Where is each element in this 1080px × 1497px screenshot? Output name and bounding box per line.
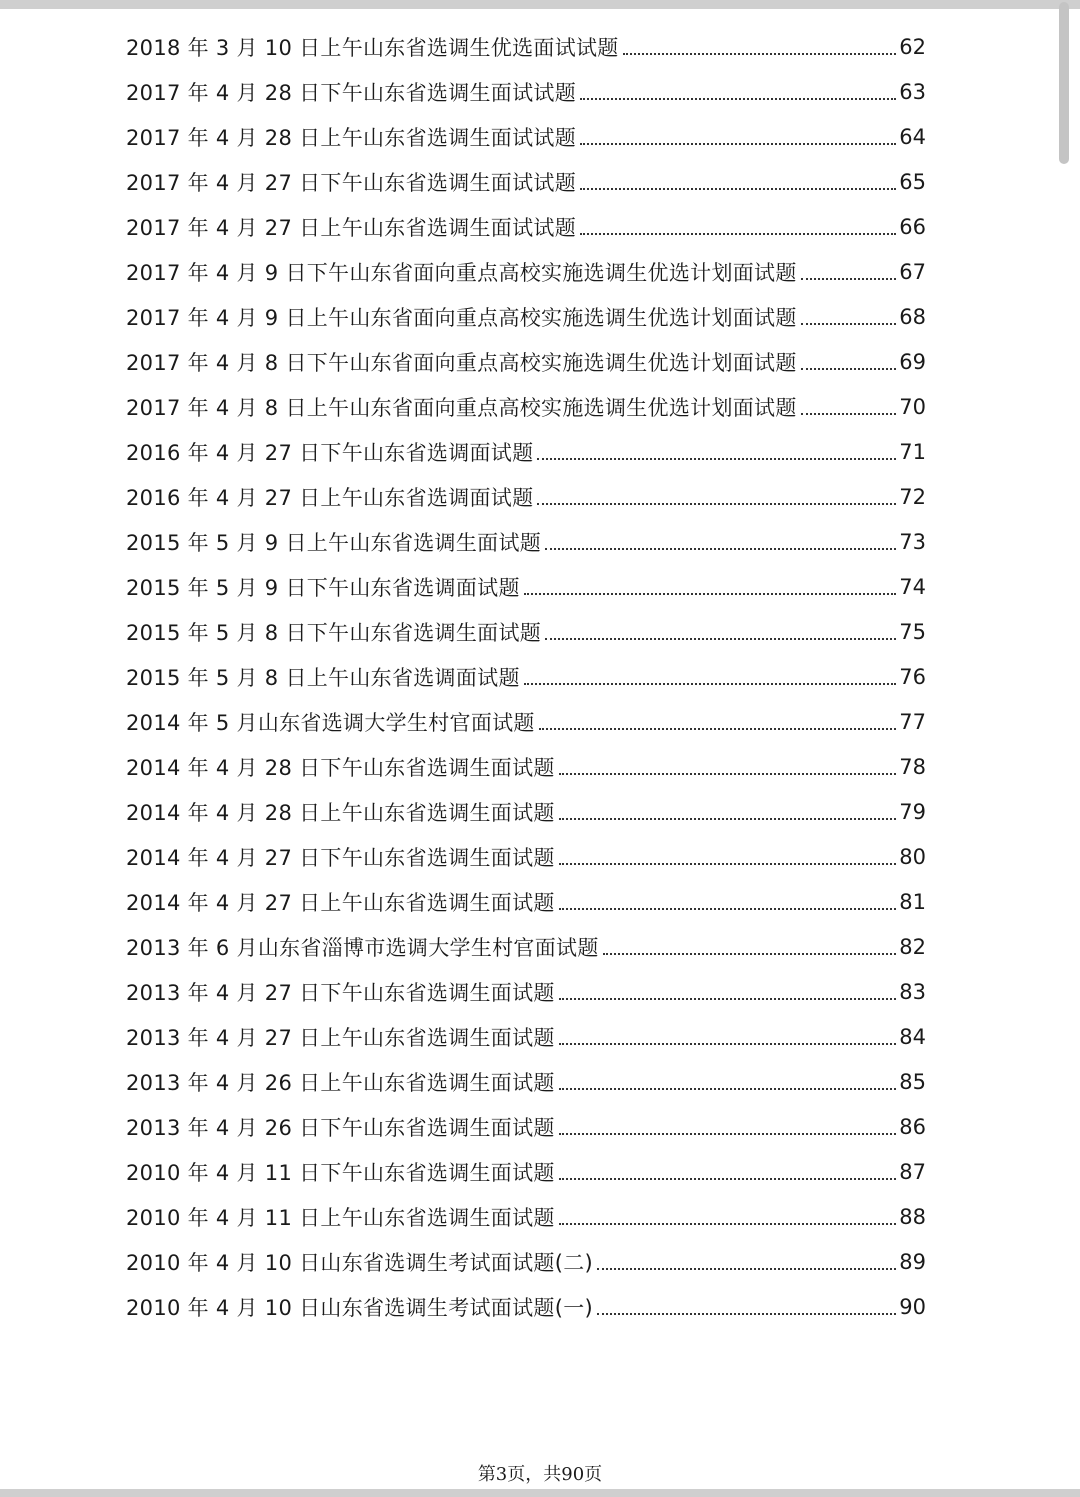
dot-leader (580, 233, 896, 235)
toc-entry-page-number: 71 (899, 439, 926, 464)
toc-entry-title: 2014 年 4 月 28 日上午山东省选调生面试题 (126, 800, 555, 825)
toc-entry[interactable] (126, 69, 926, 114)
top-edge-bar (0, 0, 1080, 9)
toc-entry-page-number: 68 (899, 304, 926, 329)
toc-entry-title: 2010 年 4 月 10 日山东省选调生考试面试题(一) (126, 1295, 593, 1320)
toc-entry-page-number: 77 (899, 709, 926, 734)
toc-entry-page-number: 75 (899, 619, 926, 644)
dot-leader (580, 98, 896, 100)
toc-entry[interactable] (126, 159, 926, 204)
dot-leader (524, 683, 897, 685)
toc-entry-title: 2017 年 4 月 8 日下午山东省面向重点高校实施选调生优选计划面试题 (126, 350, 797, 375)
toc-entry[interactable] (126, 924, 926, 969)
toc-entry-title: 2016 年 4 月 27 日上午山东省选调面试题 (126, 485, 534, 510)
toc-entry[interactable] (126, 1059, 926, 1104)
toc-entry-title: 2014 年 4 月 27 日上午山东省选调生面试题 (126, 890, 555, 915)
toc-entry-page-number: 73 (899, 529, 926, 554)
toc-entry-page-number: 74 (899, 574, 926, 599)
toc-entry-title: 2010 年 4 月 10 日山东省选调生考试面试题(二) (126, 1250, 593, 1275)
toc-entry-page-number: 88 (899, 1204, 926, 1229)
toc-entry[interactable] (126, 699, 926, 744)
toc-entry[interactable] (126, 519, 926, 564)
toc-entry-title: 2014 年 4 月 27 日下午山东省选调生面试题 (126, 845, 555, 870)
toc-entry-page-number: 72 (899, 484, 926, 509)
toc-entry-title: 2013 年 4 月 26 日下午山东省选调生面试题 (126, 1115, 555, 1140)
toc-entry-title: 2013 年 4 月 27 日上午山东省选调生面试题 (126, 1025, 555, 1050)
toc-entry[interactable] (126, 1104, 926, 1149)
dot-leader (597, 1268, 896, 1270)
toc-entry[interactable] (126, 114, 926, 159)
toc-entry-title: 2017 年 4 月 9 日下午山东省面向重点高校实施选调生优选计划面试题 (126, 260, 797, 285)
toc-entry-title: 2013 年 6 月山东省淄博市选调大学生村官面试题 (126, 935, 599, 960)
toc-entry-page-number: 90 (899, 1294, 926, 1319)
dot-leader (545, 638, 896, 640)
toc-entry[interactable] (126, 339, 926, 384)
dot-leader (524, 593, 897, 595)
dot-leader (559, 818, 897, 820)
toc-entry[interactable] (126, 744, 926, 789)
toc-entry-page-number: 78 (899, 754, 926, 779)
toc-entry-title: 2017 年 4 月 9 日上午山东省面向重点高校实施选调生优选计划面试题 (126, 305, 797, 330)
dot-leader (559, 773, 897, 775)
toc-entry-page-number: 81 (899, 889, 926, 914)
dot-leader (623, 53, 897, 55)
toc-entry-title: 2010 年 4 月 11 日下午山东省选调生面试题 (126, 1160, 555, 1185)
toc-entry-page-number: 82 (899, 934, 926, 959)
toc-entry[interactable] (126, 654, 926, 699)
toc-entry-page-number: 83 (899, 979, 926, 1004)
vertical-scrollbar[interactable] (1059, 2, 1069, 164)
toc-entry-title: 2018 年 3 月 10 日上午山东省选调生优选面试试题 (126, 35, 619, 60)
toc-entry-page-number: 80 (899, 844, 926, 869)
toc-entry-page-number: 63 (899, 79, 926, 104)
page-number-footer: 第3页，共90页 (477, 1464, 603, 1485)
dot-leader (597, 1313, 896, 1315)
toc-entry-page-number: 66 (899, 214, 926, 239)
dot-leader (559, 1088, 897, 1090)
toc-entry-title: 2017 年 4 月 28 日上午山东省选调生面试试题 (126, 125, 577, 150)
toc-entry-title: 2015 年 5 月 8 日上午山东省选调面试题 (126, 665, 520, 690)
dot-leader (539, 728, 897, 730)
toc-entry[interactable] (126, 474, 926, 519)
dot-leader (801, 323, 897, 325)
toc-entry-title: 2013 年 4 月 26 日上午山东省选调生面试题 (126, 1070, 555, 1095)
toc-entry-page-number: 62 (899, 34, 926, 59)
toc-entry-title: 2015 年 5 月 9 日上午山东省选调生面试题 (126, 530, 542, 555)
toc-entry[interactable] (126, 609, 926, 654)
toc-entry-page-number: 79 (899, 799, 926, 824)
toc-entry-page-number: 85 (899, 1069, 926, 1094)
dot-leader (537, 503, 896, 505)
toc-entry[interactable] (126, 879, 926, 924)
toc-entry[interactable] (126, 1239, 926, 1284)
dot-leader (801, 278, 897, 280)
toc-entry[interactable] (126, 294, 926, 339)
bottom-edge-bar (0, 1489, 1080, 1497)
toc-entry[interactable] (126, 1284, 926, 1329)
dot-leader (545, 548, 896, 550)
table-of-contents (126, 24, 926, 1329)
toc-entry-page-number: 76 (899, 664, 926, 689)
toc-entry[interactable] (126, 969, 926, 1014)
toc-entry-title: 2016 年 4 月 27 日下午山东省选调面试题 (126, 440, 534, 465)
toc-entry-page-number: 69 (899, 349, 926, 374)
toc-entry-title: 2014 年 4 月 28 日下午山东省选调生面试题 (126, 755, 555, 780)
dot-leader (603, 953, 897, 955)
dot-leader (559, 863, 897, 865)
toc-entry-title: 2017 年 4 月 28 日下午山东省选调生面试试题 (126, 80, 577, 105)
toc-entry-page-number: 89 (899, 1249, 926, 1274)
dot-leader (801, 413, 897, 415)
toc-entry[interactable] (126, 429, 926, 474)
toc-entry-page-number: 65 (899, 169, 926, 194)
dot-leader (559, 908, 897, 910)
toc-entry[interactable] (126, 1014, 926, 1059)
toc-entry-page-number: 64 (899, 124, 926, 149)
dot-leader (559, 1178, 897, 1180)
toc-entry-title: 2017 年 4 月 8 日上午山东省面向重点高校实施选调生优选计划面试题 (126, 395, 797, 420)
dot-leader (580, 143, 896, 145)
toc-entry-page-number: 67 (899, 259, 926, 284)
toc-entry[interactable] (126, 564, 926, 609)
toc-entry-title: 2015 年 5 月 8 日下午山东省选调生面试题 (126, 620, 542, 645)
toc-entry[interactable] (126, 384, 926, 429)
dot-leader (559, 1133, 897, 1135)
toc-entry-page-number: 70 (899, 394, 926, 419)
toc-entry[interactable] (126, 1149, 926, 1194)
toc-entry-title: 2010 年 4 月 11 日上午山东省选调生面试题 (126, 1205, 555, 1230)
dot-leader (559, 1223, 897, 1225)
toc-entry-page-number: 84 (899, 1024, 926, 1049)
toc-entry-title: 2015 年 5 月 9 日下午山东省选调面试题 (126, 575, 520, 600)
toc-entry-page-number: 87 (899, 1159, 926, 1184)
dot-leader (559, 998, 897, 1000)
dot-leader (537, 458, 896, 460)
toc-entry[interactable] (126, 24, 926, 69)
toc-entry-title: 2013 年 4 月 27 日下午山东省选调生面试题 (126, 980, 555, 1005)
toc-entry-page-number: 86 (899, 1114, 926, 1139)
dot-leader (580, 188, 896, 190)
toc-entry[interactable] (126, 789, 926, 834)
dot-leader (559, 1043, 897, 1045)
dot-leader (801, 368, 897, 370)
toc-entry-title: 2017 年 4 月 27 日下午山东省选调生面试试题 (126, 170, 577, 195)
toc-entry[interactable] (126, 249, 926, 294)
toc-entry[interactable] (126, 1194, 926, 1239)
toc-entry-title: 2017 年 4 月 27 日上午山东省选调生面试试题 (126, 215, 577, 240)
toc-entry-title: 2014 年 5 月山东省选调大学生村官面试题 (126, 710, 535, 735)
toc-entry[interactable] (126, 834, 926, 879)
toc-entry[interactable] (126, 204, 926, 249)
